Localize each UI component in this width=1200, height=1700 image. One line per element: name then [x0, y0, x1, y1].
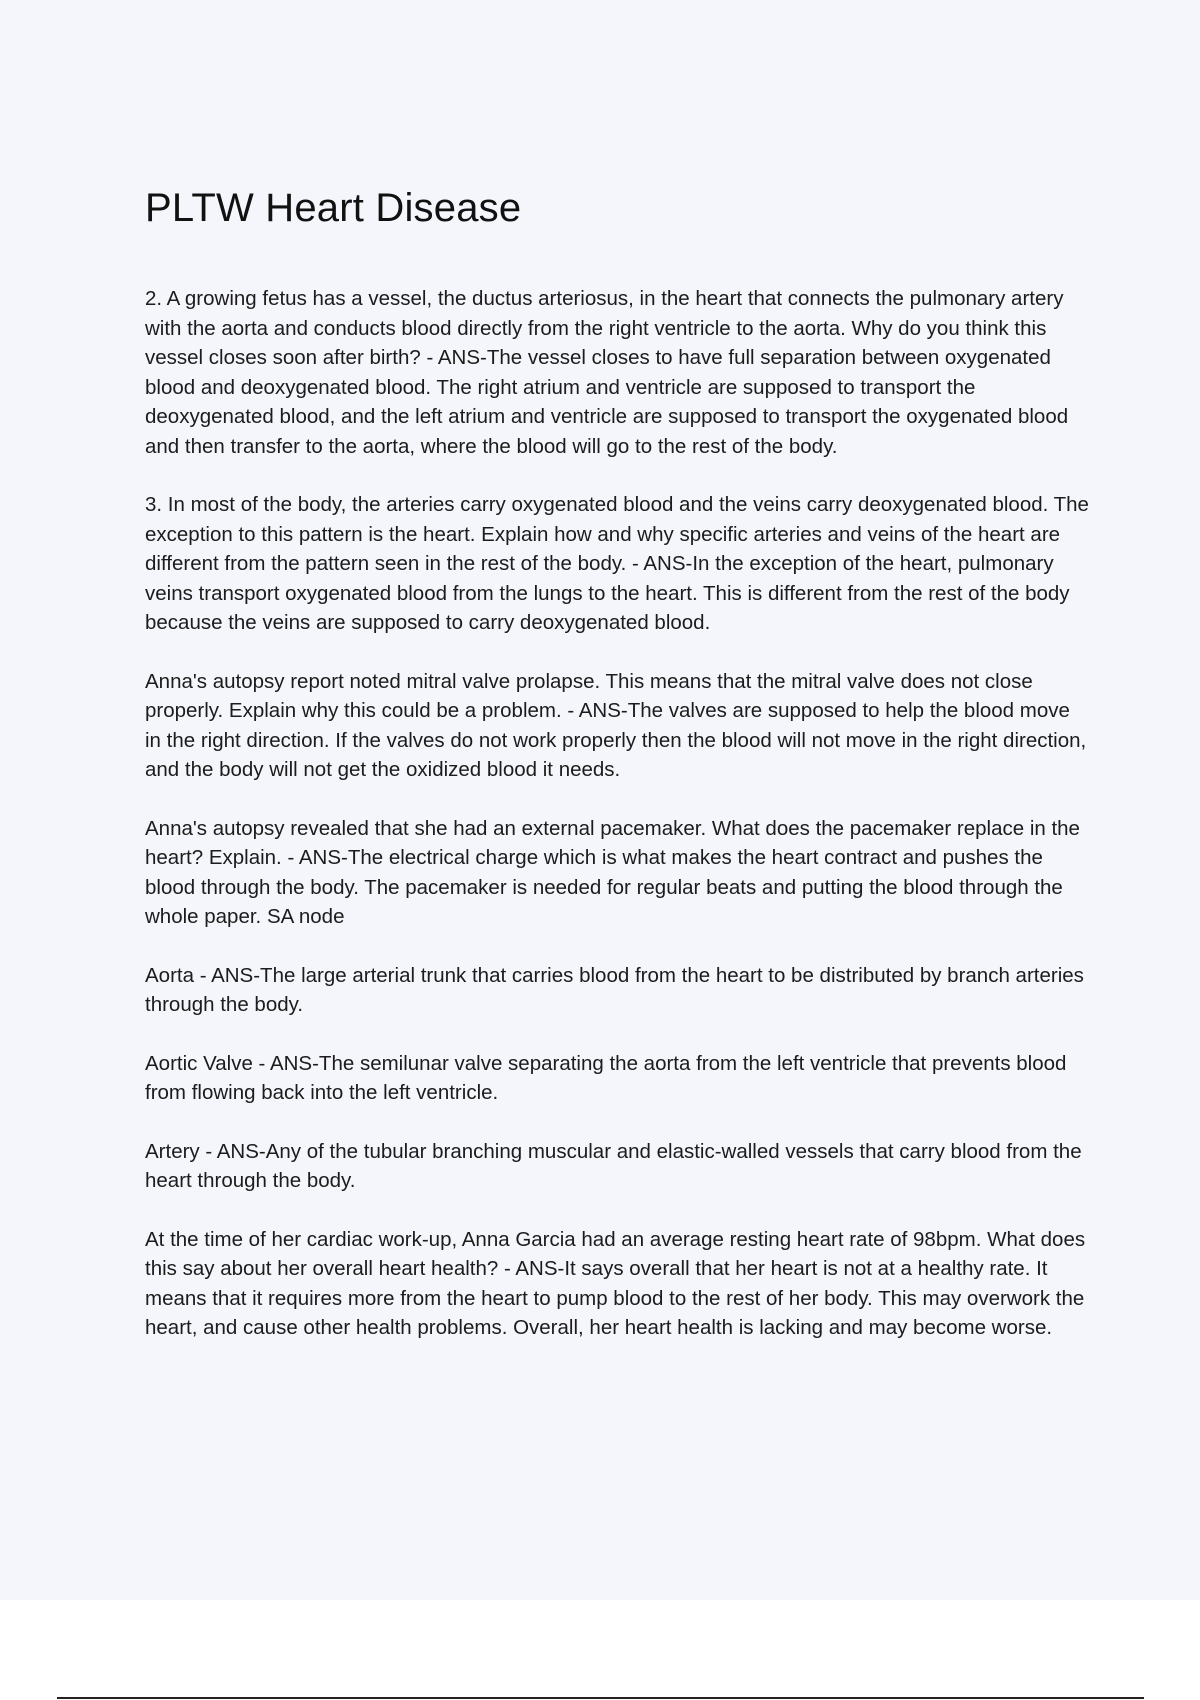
qa-entry: Aortic Valve - ANS-The semilunar valve separating the aorta from the left ventricle that prevents blood from flowing back into the left ventricle.: [145, 1051, 1067, 1104]
qa-entry: Anna's autopsy revealed that she had an external pacemaker. What does the pacemaker replace in the heart? Explain. - ANS-The electrical charge which is what makes the heart contract and pushes the blood through the body. The pacemaker is needed for regular beats and putting the blood through the whole paper. SA node: [145, 816, 1080, 928]
qa-entry: Artery - ANS-Any of the tubular branching muscular and elastic-walled vessels that carry blood from the heart through the body.: [145, 1139, 1082, 1192]
qa-entry: Aorta - ANS-The large arterial trunk that carries blood from the heart to be distributed by branch arteries through the body.: [145, 963, 1084, 1016]
qa-entry: At the time of her cardiac work-up, Anna Garcia had an average resting heart rate of 98bpm. What does this say about her overall heart health? - ANS-It says overall that her heart is not at a healthy rate. It means that it requires more from the heart to pump blood to the rest of her body. This may overwork the heart, and cause other health problems. Overall, her heart health is lacking and may become worse.: [145, 1227, 1086, 1339]
document-content: [145, 180, 1090, 1372]
qa-entry: 3. In most of the body, the arteries carry oxygenated blood and the veins carry deoxygenated blood. The exception to this pattern is the heart. Explain how and why specific arteries and veins of the heart are different from the pattern seen in the rest of the body. - ANS-In the exception of the heart, pulmonary veins transport oxygenated blood from the lungs to the heart. This is different from the rest of the body because the veins are supposed to carry deoxygenated blood.: [145, 493, 1089, 634]
footer-divider: [57, 1697, 1144, 1699]
document-title: PLTW Heart Disease: [145, 186, 522, 230]
qa-list: [145, 284, 1090, 1343]
qa-entry: 2. A growing fetus has a vessel, the ductus arteriosus, in the heart that connects the pulmonary artery with the aorta and conducts blood directly from the right ventricle to the aorta. Why do you think this vessel closes soon after birth? - ANS-The vessel closes to have full separation between oxygenated blood and deoxygenated blood. The right atrium and ventricle are supposed to transport the deoxygenated blood, and the left atrium and ventricle are supposed to transport the oxygenated blood and then transfer to the aorta, where the blood will go to the rest of the body.: [145, 287, 1069, 458]
qa-entry: Anna's autopsy report noted mitral valve prolapse. This means that the mitral valve does not close properly. Explain why this could be a problem. - ANS-The valves are supposed to help the blood move in the right direction. If the valves do not work properly then the blood will not move in the right direction, and the body will not get the oxidized blood it needs.: [145, 669, 1087, 781]
